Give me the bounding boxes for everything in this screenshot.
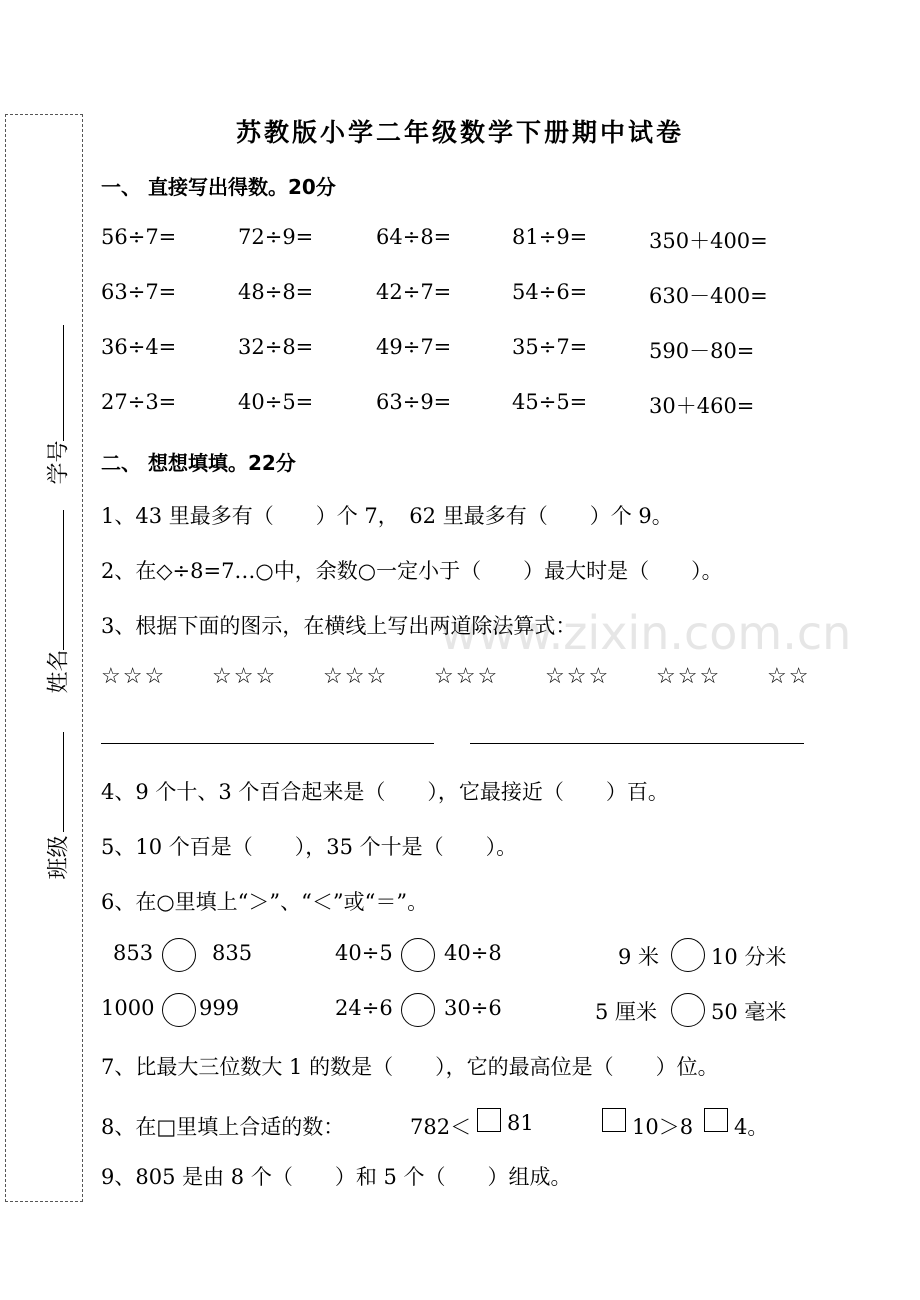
star-group: ☆☆☆ bbox=[101, 664, 167, 689]
arith-item: 63÷9= bbox=[376, 390, 452, 414]
compare-circle[interactable] bbox=[162, 993, 196, 1027]
arith-item: 54÷6= bbox=[512, 280, 588, 304]
star-group: ☆☆☆ bbox=[656, 664, 722, 689]
compare-circle[interactable] bbox=[162, 938, 196, 972]
arith-item: 590－80= bbox=[649, 339, 755, 363]
compare-circle[interactable] bbox=[401, 993, 435, 1027]
class-label: 班级 bbox=[46, 835, 72, 880]
question-4: 4、9 个十、3 个百合起来是（ ），它最接近（ ）百。 bbox=[101, 780, 669, 804]
arith-item: 32÷8= bbox=[238, 335, 314, 359]
compare-left: 24÷6 bbox=[335, 996, 393, 1020]
q8a-right: 81 bbox=[507, 1111, 534, 1135]
fill-square[interactable] bbox=[477, 1108, 501, 1132]
binding-strip bbox=[5, 114, 83, 1202]
arith-item: 45÷5= bbox=[512, 390, 588, 414]
star-group: ☆☆☆ bbox=[545, 664, 611, 689]
compare-left: 9 米 bbox=[618, 945, 660, 969]
arith-item: 350＋400= bbox=[649, 229, 768, 253]
arith-item: 56÷7= bbox=[101, 225, 177, 249]
student-id-label: 学号 bbox=[46, 440, 72, 485]
compare-circle[interactable] bbox=[671, 938, 705, 972]
question-5: 5、10 个百是（ ），35 个十是（ ）。 bbox=[101, 835, 518, 859]
star-group: ☆☆☆ bbox=[323, 664, 389, 689]
section2-heading: 二、 想想填填。22分 bbox=[101, 451, 296, 475]
arith-item: 35÷7= bbox=[512, 335, 588, 359]
arith-item: 30＋460= bbox=[649, 394, 755, 418]
compare-right: 999 bbox=[199, 996, 240, 1020]
arith-item: 81÷9= bbox=[512, 225, 588, 249]
name-line bbox=[63, 510, 64, 650]
compare-left: 40÷5 bbox=[335, 941, 393, 965]
arith-item: 72÷9= bbox=[238, 225, 314, 249]
question-6: 6、在○里填上“＞”、“＜”或“＝”。 bbox=[101, 890, 429, 914]
page-title: 苏教版小学二年级数学下册期中试卷 bbox=[235, 118, 684, 147]
arith-item: 40÷5= bbox=[238, 390, 314, 414]
answer-line-1[interactable] bbox=[101, 743, 434, 744]
question-9: 9、805 是由 8 个（ ）和 5 个（ ）组成。 bbox=[101, 1165, 572, 1189]
question-8: 8、在□里填上合适的数： bbox=[101, 1115, 345, 1139]
compare-circle[interactable] bbox=[401, 938, 435, 972]
class-line bbox=[63, 732, 64, 832]
star-group: ☆☆ bbox=[767, 664, 811, 689]
q8a-left: 782＜ bbox=[410, 1115, 472, 1139]
arith-item: 49÷7= bbox=[376, 335, 452, 359]
arith-item: 630－400= bbox=[649, 284, 768, 308]
question-2: 2、在◇÷8=7…○中，余数○一定小于（ ）最大时是（ ）。 bbox=[101, 559, 723, 583]
compare-right: 50 毫米 bbox=[711, 1000, 787, 1024]
question-1: 1、43 里最多有（ ）个 7， 62 里最多有（ ）个 9。 bbox=[101, 504, 673, 528]
compare-right: 30÷6 bbox=[444, 996, 502, 1020]
section1-heading: 一、 直接写出得数。20分 bbox=[101, 175, 336, 199]
arith-item: 27÷3= bbox=[101, 390, 177, 414]
compare-right: 40÷8 bbox=[444, 941, 502, 965]
compare-right: 835 bbox=[212, 941, 253, 965]
compare-left: 5 厘米 bbox=[595, 1000, 658, 1024]
arith-item: 48÷8= bbox=[238, 280, 314, 304]
student-id-line bbox=[63, 325, 64, 441]
star-group: ☆☆☆ bbox=[212, 664, 278, 689]
star-group: ☆☆☆ bbox=[434, 664, 500, 689]
compare-left: 1000 bbox=[101, 996, 155, 1020]
arith-item: 36÷4= bbox=[101, 335, 177, 359]
fill-square[interactable] bbox=[704, 1108, 728, 1132]
arith-item: 63÷7= bbox=[101, 280, 177, 304]
arith-item: 42÷7= bbox=[376, 280, 452, 304]
compare-left: 853 bbox=[113, 941, 154, 965]
question-3: 3、根据下面的图示，在横线上写出两道除法算式： bbox=[101, 614, 577, 638]
arith-item: 64÷8= bbox=[376, 225, 452, 249]
name-label: 姓名 bbox=[46, 649, 72, 694]
compare-right: 10 分米 bbox=[711, 945, 787, 969]
compare-circle[interactable] bbox=[671, 993, 705, 1027]
q8b-mid: 10＞8 bbox=[632, 1115, 694, 1139]
question-7: 7、比最大三位数大 1 的数是（ ），它的最高位是（ ）位。 bbox=[101, 1055, 719, 1079]
watermark: www.zixin.com.cn bbox=[440, 606, 852, 660]
q8b-end: 4。 bbox=[734, 1115, 769, 1139]
answer-line-2[interactable] bbox=[470, 743, 804, 744]
fill-square[interactable] bbox=[602, 1108, 626, 1132]
